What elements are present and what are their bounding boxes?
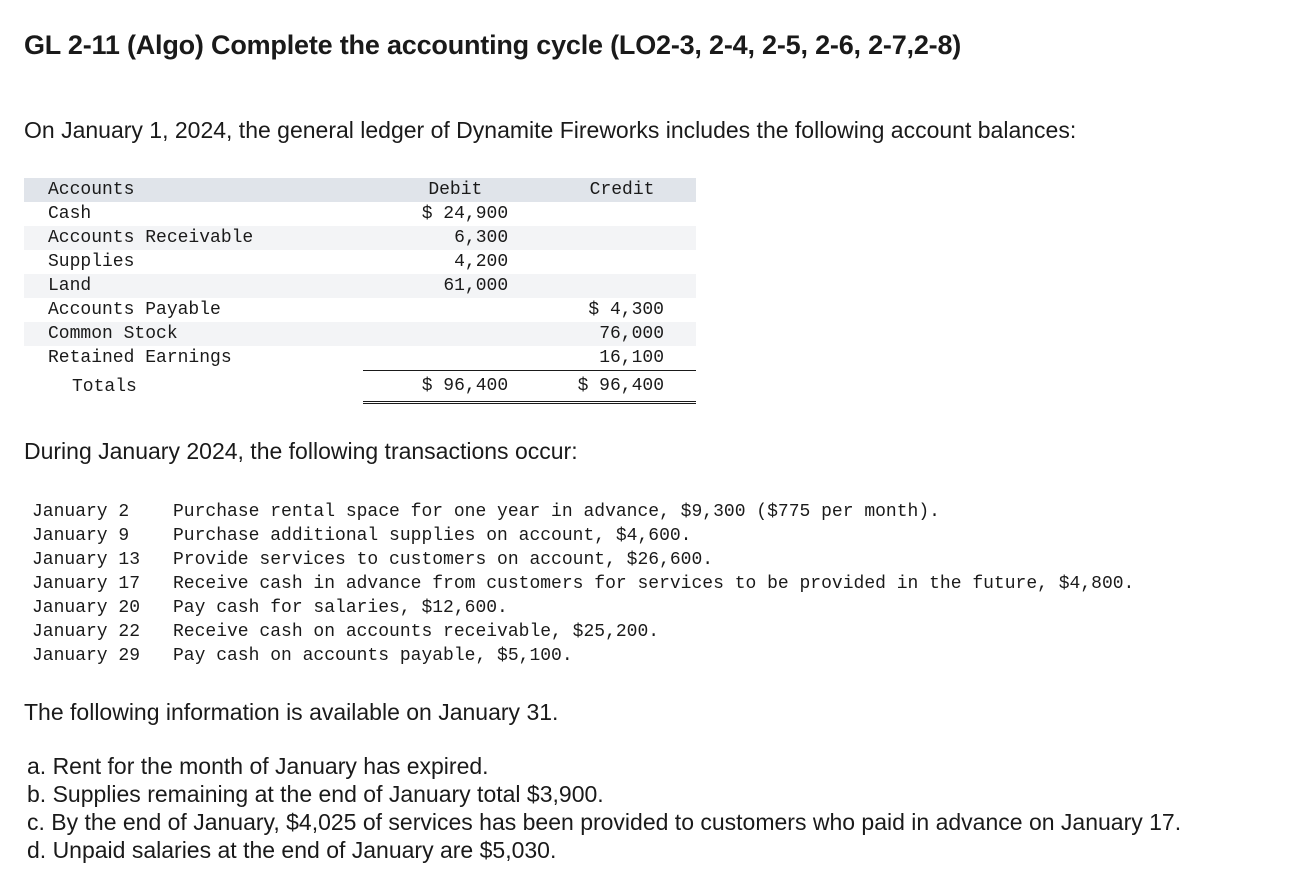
account-name: Common Stock	[48, 324, 178, 344]
credit-value: 76,000	[599, 324, 664, 344]
transaction-date: January 2	[32, 502, 130, 522]
debit-value: 4,200	[454, 252, 509, 272]
transaction-text: Purchase rental space for one year in advance, $9,300 ($775 per month).	[173, 502, 940, 522]
list-item: c. By the end of January, $4,025 of services has been provided to customers who paid in advance on January 17.	[27, 809, 1182, 835]
transactions-list	[32, 500, 1134, 668]
list-item: a. Rent for the month of January has expired.	[27, 753, 489, 779]
header-credit: Credit	[589, 180, 655, 200]
table-row	[24, 274, 696, 298]
list-item: d. Unpaid salaries at the end of January are $5,030.	[27, 837, 557, 863]
header-accounts: Accounts	[48, 180, 135, 200]
table-row	[24, 226, 696, 250]
adjustments-list	[27, 752, 1181, 864]
list-item	[32, 572, 1134, 596]
totals-label: Totals	[72, 376, 137, 397]
header-debit: Debit	[428, 180, 483, 200]
credit-value: 16,100	[508, 346, 696, 371]
list-item: b. Supplies remaining at the end of January total $3,900.	[27, 781, 604, 807]
transaction-date: January 29	[32, 646, 141, 666]
credit-value: $ 4,300	[588, 300, 664, 320]
account-name: Cash	[48, 204, 92, 224]
account-name: Land	[48, 276, 92, 296]
transaction-date: January 9	[32, 526, 130, 546]
transaction-date: January 20	[32, 598, 141, 618]
account-name: Supplies	[48, 252, 135, 272]
table-row	[24, 322, 696, 346]
transaction-text: Purchase additional supplies on account, $4,600.	[173, 526, 692, 546]
intro-text: On January 1, 2024, the general ledger of Dynamite Fireworks includes the following account balances:	[24, 117, 1077, 143]
debit-value	[363, 322, 509, 346]
debit-value	[363, 346, 509, 371]
transaction-text: Pay cash for salaries, $12,600.	[173, 598, 508, 618]
credit-value	[508, 226, 696, 250]
transaction-date: January 13	[32, 550, 141, 570]
list-item	[32, 524, 1134, 548]
list-item	[32, 596, 1134, 620]
debit-value	[363, 298, 509, 322]
total-debit: $ 96,400	[363, 371, 509, 403]
total-credit: $ 96,400	[508, 371, 696, 403]
transaction-date: January 17	[32, 574, 141, 594]
account-name: Retained Earnings	[48, 348, 232, 369]
credit-value	[508, 202, 696, 226]
list-item	[32, 500, 1134, 524]
account-name: Accounts Payable	[48, 300, 221, 320]
table-row	[24, 298, 696, 322]
list-item	[32, 644, 1134, 668]
transaction-text: Pay cash on accounts payable, $5,100.	[173, 646, 573, 666]
debit-value: 6,300	[454, 228, 509, 248]
transactions-intro: During January 2024, the following transactions occur:	[24, 438, 578, 464]
transaction-text: Provide services to customers on account, $26,600.	[173, 550, 714, 570]
table-row	[24, 202, 696, 226]
table-row	[24, 346, 696, 371]
transaction-text: Receive cash on accounts receivable, $25,200.	[173, 622, 660, 642]
table-header-row	[24, 178, 696, 202]
problem-title: GL 2-11 (Algo) Complete the accounting cycle (LO2-3, 2-4, 2-5, 2-6, 2-7,2-8)	[24, 30, 962, 60]
credit-value	[508, 274, 696, 298]
debit-value: 61,000	[443, 276, 509, 296]
credit-value	[508, 250, 696, 274]
totals-row	[24, 371, 696, 403]
transaction-date: January 22	[32, 622, 141, 642]
additional-info-intro: The following information is available on January 31.	[24, 699, 559, 725]
account-name: Accounts Receivable	[48, 228, 254, 248]
account-balances-table	[24, 178, 696, 404]
list-item	[32, 620, 1134, 644]
debit-value: $ 24,900	[421, 204, 509, 224]
transaction-text: Receive cash in advance from customers for services to be provided in the future, $4,800.	[173, 574, 1135, 594]
table-row	[24, 250, 696, 274]
list-item	[32, 548, 1134, 572]
